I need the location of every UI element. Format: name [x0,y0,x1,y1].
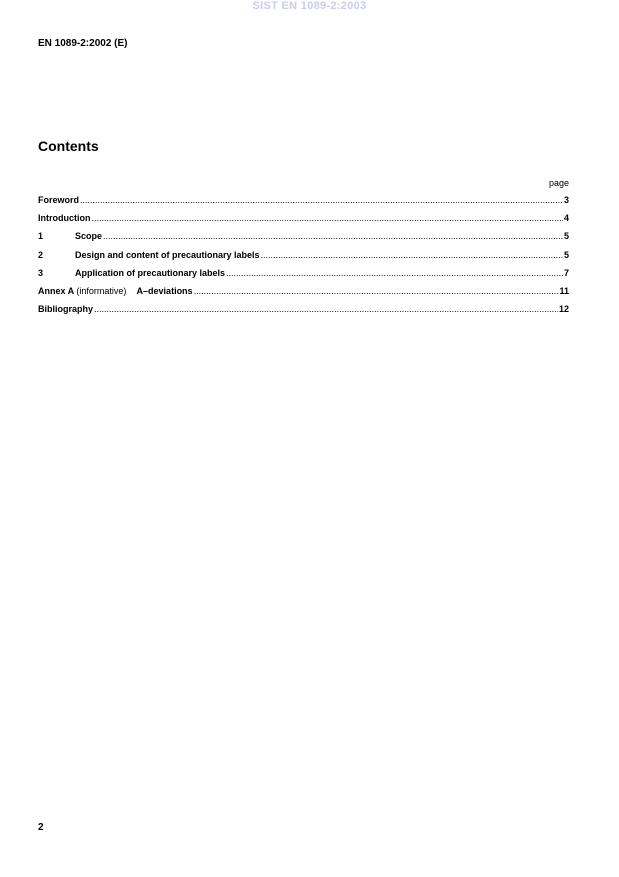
toc-entry-number: 2 [38,249,44,260]
toc-dot-leader [194,286,559,296]
toc-dot-leader [80,195,563,205]
watermark: SIST EN 1089-2:2003 [252,0,367,12]
contents-heading: Contents [38,138,99,154]
toc-entry-page: 5 [563,231,569,242]
toc-entry-page: 4 [563,213,569,224]
annex-informative-note: (informative) [76,285,127,296]
toc-entry-number: 1 [38,231,44,242]
toc-entry-bibliography[interactable] [38,304,569,322]
toc-dot-leader [226,268,563,278]
toc-dot-leader [103,231,563,241]
page-number: 2 [38,822,44,833]
toc-entry-page: 3 [563,195,569,205]
document-id: EN 1089-2:2002 (E) [38,38,128,49]
toc-entry-page: 7 [563,267,569,278]
toc-entry-number: 3 [38,267,44,278]
annex-title: A–deviations [136,285,193,296]
toc-dot-leader [92,213,563,223]
toc-entry-page: 5 [563,249,569,260]
page-column-label: page [548,178,569,188]
annex-label: Annex A [38,285,74,296]
toc-entry-foreword[interactable] [38,195,569,213]
toc-entry-annex-a[interactable] [38,286,569,304]
toc-entry-scope[interactable] [38,231,569,249]
toc-dot-leader [94,304,558,314]
toc-dot-leader [261,250,563,260]
toc-entry-title: Design and content of precautionary labels [75,249,260,260]
table-of-contents [38,195,569,322]
toc-entry-title: Bibliography [38,304,94,315]
toc-entry-introduction[interactable] [38,213,569,231]
toc-entry-title-group [38,286,193,296]
toc-entry-title: Introduction [38,213,91,224]
toc-entry-page: 12 [558,304,569,315]
toc-entry-page: 11 [559,285,569,296]
toc-entry-title: Scope [75,231,103,242]
toc-entry-title: Application of precautionary labels [75,267,226,278]
toc-entry-title: Foreword [38,195,80,205]
toc-entry-design-content[interactable] [38,250,569,268]
toc-entry-application[interactable] [38,268,569,286]
